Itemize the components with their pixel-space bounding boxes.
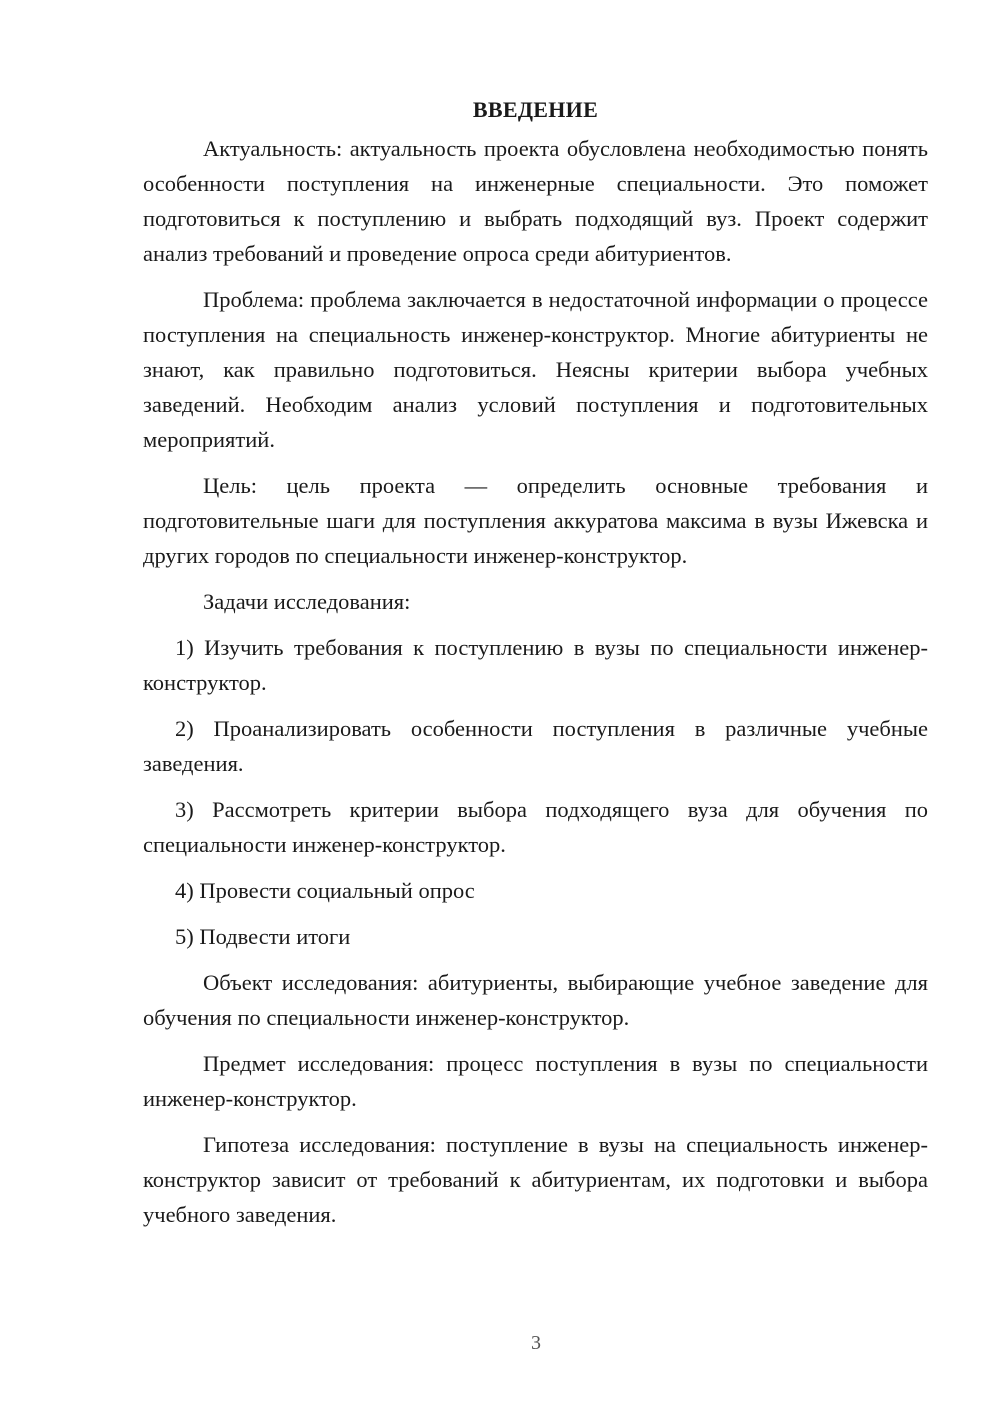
paragraph-object: Объект исследования: абитуриенты, выбирающие учебное заведение для обучения по специальности инженер-конструктор.: [143, 970, 928, 1030]
page-number: 3: [531, 1332, 541, 1354]
task-item-4: 4) Провести социальный опрос: [175, 878, 475, 903]
paragraph-relevance: Актуальность: актуальность проекта обусловлена необходимостью понять особенности поступления на инженерные специальности. Это поможет подготовиться к поступлению и выбрать подходящий вуз. Проект содержит анализ требований и проведение опроса среди абитуриентов.: [143, 136, 928, 266]
section-title: ВВЕДЕНИЕ: [472, 97, 599, 122]
task-item-2: 2) Проанализировать особенности поступления в различные учебные заведения.: [143, 716, 928, 776]
tasks-heading: Задачи исследования:: [203, 589, 411, 614]
task-item-3: 3) Рассмотреть критерии выбора подходящего вуза для обучения по специальности инженер-конструктор.: [143, 797, 928, 857]
paragraph-goal: Цель: цель проекта — определить основные требования и подготовительные шаги для поступления аккуратова максима в вузы Ижевска и других городов по специальности инженер-конструктор.: [143, 473, 928, 568]
task-item-1: 1) Изучить требования к поступлению в вузы по специальности инженер-конструктор.: [143, 635, 928, 695]
paragraph-hypothesis: Гипотеза исследования: поступление в вузы на специальность инженер-конструктор зависит от требований к абитуриентам, их подготовки и выбора учебного заведения.: [143, 1132, 928, 1227]
paragraph-problem: Проблема: проблема заключается в недостаточной информации о процессе поступления на специальность инженер-конструктор. Многие абитуриенты не знают, как правильно подготовиться. Неясны критерии выбора учебных заведений. Необходим анализ условий поступления и подготовительных мероприятий.: [143, 287, 928, 452]
page-content: [143, 92, 928, 1243]
paragraph-subject: Предмет исследования: процесс поступления в вузы по специальности инженер-конструктор.: [143, 1051, 928, 1111]
task-item-5: 5) Подвести итоги: [175, 924, 351, 949]
